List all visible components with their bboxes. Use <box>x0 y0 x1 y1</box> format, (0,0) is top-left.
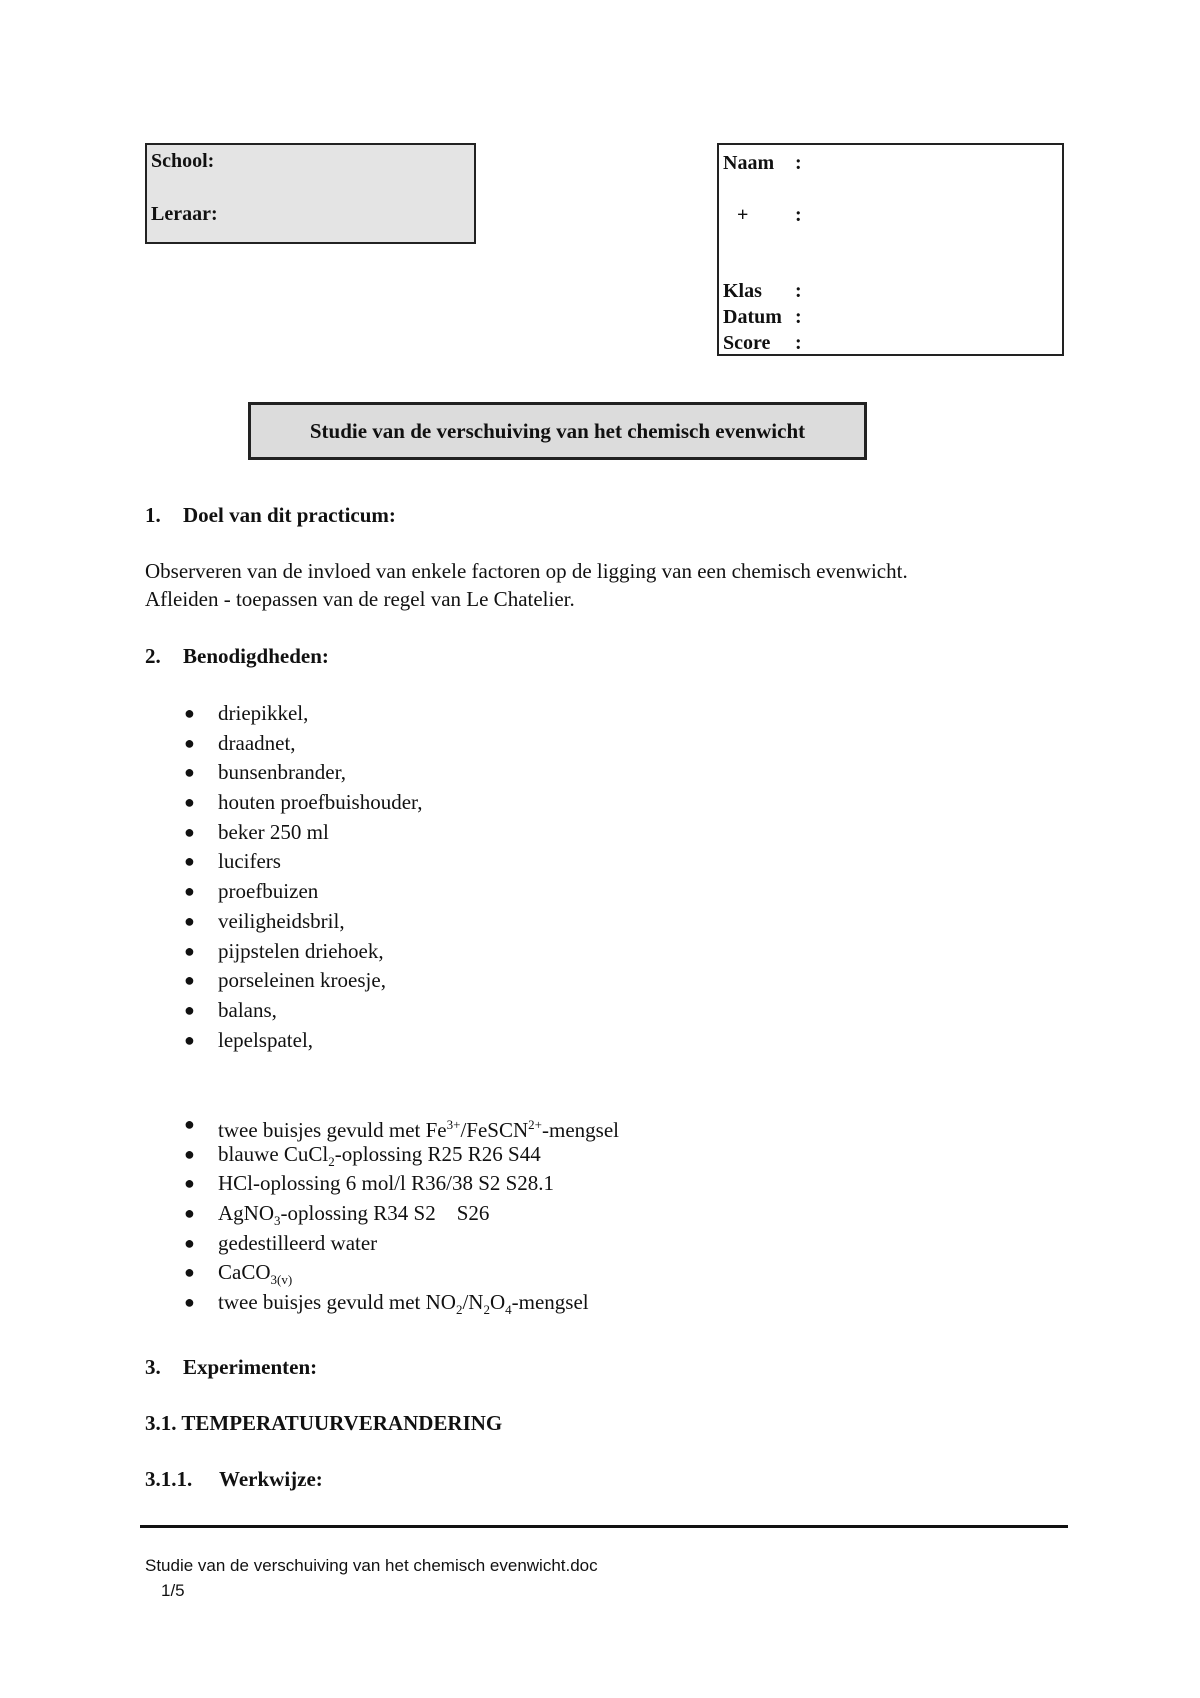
list-item: ● twee buisjes gevuld met $NO_2/N_2O_4$-mengsel <box>184 1290 589 1318</box>
list-item: ● gedestilleerd water <box>184 1229 619 1259</box>
field-label: Klas <box>723 280 762 302</box>
bullet-icon: ● <box>184 910 195 931</box>
bullet-icon: ● <box>184 1173 195 1194</box>
bullet-icon: ● <box>184 703 195 723</box>
bullet-icon: ● <box>184 970 195 991</box>
field-label: Score <box>723 332 771 354</box>
bullet-icon: ● <box>184 762 195 783</box>
footer-divider <box>140 1525 1068 1528</box>
bullet-icon: ● <box>184 940 195 961</box>
bullet-icon: ● <box>184 732 195 753</box>
section-title: Werkwijze: <box>219 1467 323 1491</box>
bullet-icon: ● <box>184 851 195 872</box>
field-separator: : <box>795 152 802 174</box>
equipment-list <box>184 699 422 1055</box>
field-label: Naam <box>723 152 775 174</box>
footer-filename: Studie van de verschuiving van het chemisch evenwicht.doc <box>145 1556 598 1575</box>
section-title: Benodigdheden: <box>183 644 329 668</box>
list-item: ● HCl-oplossing 6 mol/l R36/38 S2 S28.1 <box>184 1169 619 1199</box>
bullet-icon: ● <box>184 792 195 813</box>
list-item: ● twee buisjes gevuld met $Fe^{3+}/FeSCN^{2+}$-mengsel <box>184 1110 619 1140</box>
list-item: ● CaCO$_{3(v)}$ <box>184 1260 293 1288</box>
section-heading-2 <box>145 644 329 669</box>
purpose-line-2: Afleiden - toepassen van de regel van Le Chatelier. <box>145 587 575 611</box>
list-item: ● draadnet, <box>184 729 422 759</box>
section-heading-3 <box>145 1355 317 1380</box>
section-heading-1 <box>145 503 396 528</box>
list-item: ● lucifers <box>184 847 422 877</box>
list-item: ● porseleinen kroesje, <box>184 966 422 996</box>
document-title: Studie van de verschuiving van het chemisch evenwicht <box>248 402 867 460</box>
list-item: ● proefbuizen <box>184 877 422 907</box>
field-score <box>723 332 802 355</box>
chemicals-list <box>184 1110 619 1318</box>
section-number: 1. <box>145 503 161 527</box>
list-item: ● AgNO$_3$-oplossing R34 S2 S26 <box>184 1201 490 1229</box>
section-number: 3.1.1. <box>145 1467 193 1491</box>
purpose-line-1: Observeren van de invloed van enkele factoren op de ligging van een chemisch evenwicht. <box>145 559 908 583</box>
section-number: 2. <box>145 644 161 668</box>
field-plus <box>723 204 802 227</box>
footer-page-number: 1/5 <box>161 1581 185 1600</box>
school-label: School: <box>151 150 215 172</box>
section-title: Doel van dit practicum: <box>183 503 396 527</box>
list-item: ● houten proefbuishouder, <box>184 788 422 818</box>
bullet-icon: ● <box>184 1292 195 1313</box>
list-item: ● bunsenbrander, <box>184 758 422 788</box>
subsection-heading-3-1: 3.1. TEMPERATUURVERANDERING <box>145 1411 503 1435</box>
bullet-icon: ● <box>184 999 195 1020</box>
bullet-icon: ● <box>184 821 195 842</box>
list-item: ● balans, <box>184 996 422 1026</box>
field-naam <box>723 152 802 175</box>
bullet-icon: ● <box>184 1232 195 1253</box>
field-klas <box>723 280 802 303</box>
subsection-heading-3-1-1 <box>145 1467 323 1492</box>
field-separator: : <box>795 332 802 354</box>
field-separator: : <box>795 306 802 328</box>
field-separator: : <box>795 280 802 302</box>
field-label: + <box>737 204 749 226</box>
bullet-icon: ● <box>184 1262 195 1283</box>
section-number: 3. <box>145 1355 161 1379</box>
teacher-label: Leraar: <box>151 203 218 225</box>
field-label: Datum <box>723 306 782 328</box>
bullet-icon: ● <box>184 1203 195 1224</box>
field-separator: : <box>795 204 802 226</box>
list-item: ● driepikkel, <box>184 699 422 729</box>
student-info-box <box>717 143 1064 356</box>
list-item: ● beker 250 ml <box>184 818 422 848</box>
list-item: ● pijpstelen driehoek, <box>184 937 422 967</box>
bullet-icon: ● <box>184 1143 195 1164</box>
bullet-icon: ● <box>184 881 195 902</box>
section-title: Experimenten: <box>183 1355 318 1379</box>
bullet-icon: ● <box>184 1114 195 1134</box>
school-info-box <box>145 143 476 244</box>
list-item: ● veiligheidsbril, <box>184 907 422 937</box>
field-datum <box>723 306 802 329</box>
list-item: ● lepelspatel, <box>184 1026 422 1056</box>
bullet-icon: ● <box>184 1029 195 1050</box>
list-item: ● blauwe CuCl$_2$-oplossing R25 R26 S44 <box>184 1141 541 1169</box>
